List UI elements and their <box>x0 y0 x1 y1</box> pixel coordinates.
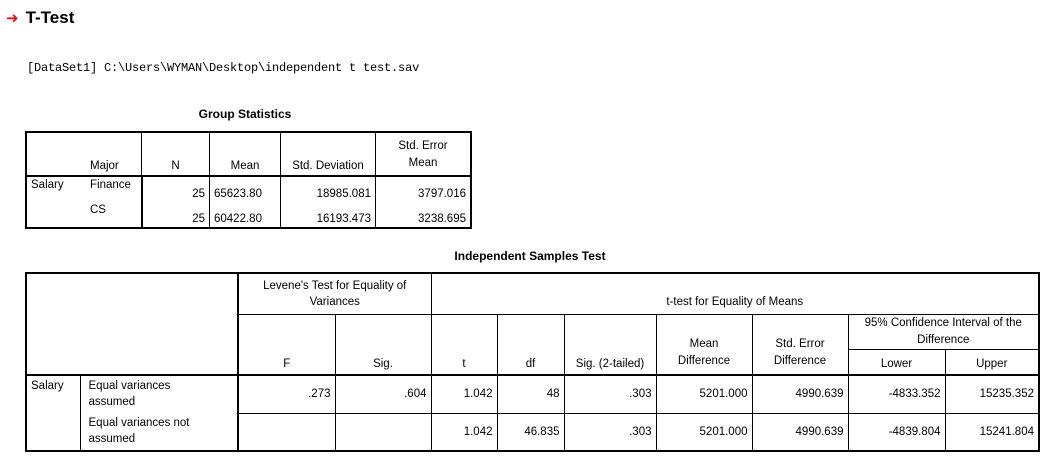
dataset-path: [DataSet1] C:\Users\WYMAN\Desktop\independent t test.sav <box>27 61 420 75</box>
group-statistics-title: Group Statistics <box>198 107 292 121</box>
cell-se: 3238.695 <box>376 202 472 228</box>
cell-sig: .604 <box>335 375 431 413</box>
cell-mean-diff: 5201.000 <box>656 375 752 413</box>
cell-mean-diff: 5201.000 <box>656 413 752 451</box>
ci-header <box>848 314 1039 349</box>
cell-sig2: .303 <box>564 413 656 451</box>
col-header-se-diff <box>752 314 848 375</box>
col-header-se <box>376 132 472 176</box>
cell-lower: -4833.352 <box>848 375 945 413</box>
page-title: T-Test <box>25 8 75 27</box>
cell-t: 1.042 <box>431 413 497 451</box>
corner-cell <box>26 273 238 375</box>
col-header-sd: Std. Deviation <box>281 132 376 176</box>
group-statistics-table <box>25 131 472 229</box>
independent-samples-table <box>25 272 1040 452</box>
levene-header-text: Levene's Test for Equality of Variances <box>263 279 407 308</box>
row-label-text: Equal variances assumed <box>88 380 171 408</box>
col-header-sig2: Sig. (2-tailed) <box>564 314 656 375</box>
row-label-text: Equal variances not assumed <box>88 417 190 445</box>
row-label <box>80 413 238 451</box>
cell-n: 25 <box>142 176 210 202</box>
cell-t: 1.042 <box>431 375 497 413</box>
cell-n: 25 <box>142 202 210 228</box>
col-header-f: F <box>238 314 335 375</box>
col-header-mean: Mean <box>210 132 281 176</box>
cell-se-diff: 4990.639 <box>752 413 848 451</box>
col-header-major: Major <box>86 132 142 176</box>
cell-mean: 65623.80 <box>210 176 281 202</box>
cell-se: 3797.016 <box>376 176 472 202</box>
arrow-right-icon[interactable]: ➜ <box>6 9 19 27</box>
ci-header-text: 95% Confidence Interval of the Difference <box>864 316 1022 346</box>
corner-cell <box>26 132 86 176</box>
cell-sd: 16193.473 <box>281 202 376 228</box>
col-header-se-text: Std. Error Mean <box>398 140 448 169</box>
row-label <box>80 375 238 413</box>
cell-f <box>238 413 335 451</box>
col-header-mean-diff-text: Mean Difference <box>677 338 731 367</box>
col-header-lower: Lower <box>848 349 945 375</box>
col-header-se-diff-text: Std. Error Difference <box>773 338 827 367</box>
row-variable: Salary <box>26 375 80 451</box>
output-heading <box>6 8 74 28</box>
cell-sig2: .303 <box>564 375 656 413</box>
cell-df: 46.835 <box>497 413 564 451</box>
cell-upper: 15241.804 <box>945 413 1039 451</box>
cell-lower: -4839.804 <box>848 413 945 451</box>
ttest-header: t-test for Equality of Means <box>431 273 1039 314</box>
col-header-df: df <box>497 314 564 375</box>
col-header-n: N <box>142 132 210 176</box>
cell-major: Finance <box>90 179 131 191</box>
cell-se-diff: 4990.639 <box>752 375 848 413</box>
col-header-sig: Sig. <box>335 314 431 375</box>
independent-samples-title: Independent Samples Test <box>454 249 606 263</box>
col-header-mean-diff <box>656 314 752 375</box>
cell-major: CS <box>90 204 106 216</box>
cell-sd: 18985.081 <box>281 176 376 202</box>
col-header-upper: Upper <box>945 349 1039 375</box>
cell-f: .273 <box>238 375 335 413</box>
col-header-t: t <box>431 314 497 375</box>
row-variable-empty <box>26 202 86 228</box>
levene-header <box>238 273 431 314</box>
cell-mean: 60422.80 <box>210 202 281 228</box>
cell-sig <box>335 413 431 451</box>
row-variable: Salary <box>31 179 64 191</box>
cell-upper: 15235.352 <box>945 375 1039 413</box>
cell-df: 48 <box>497 375 564 413</box>
